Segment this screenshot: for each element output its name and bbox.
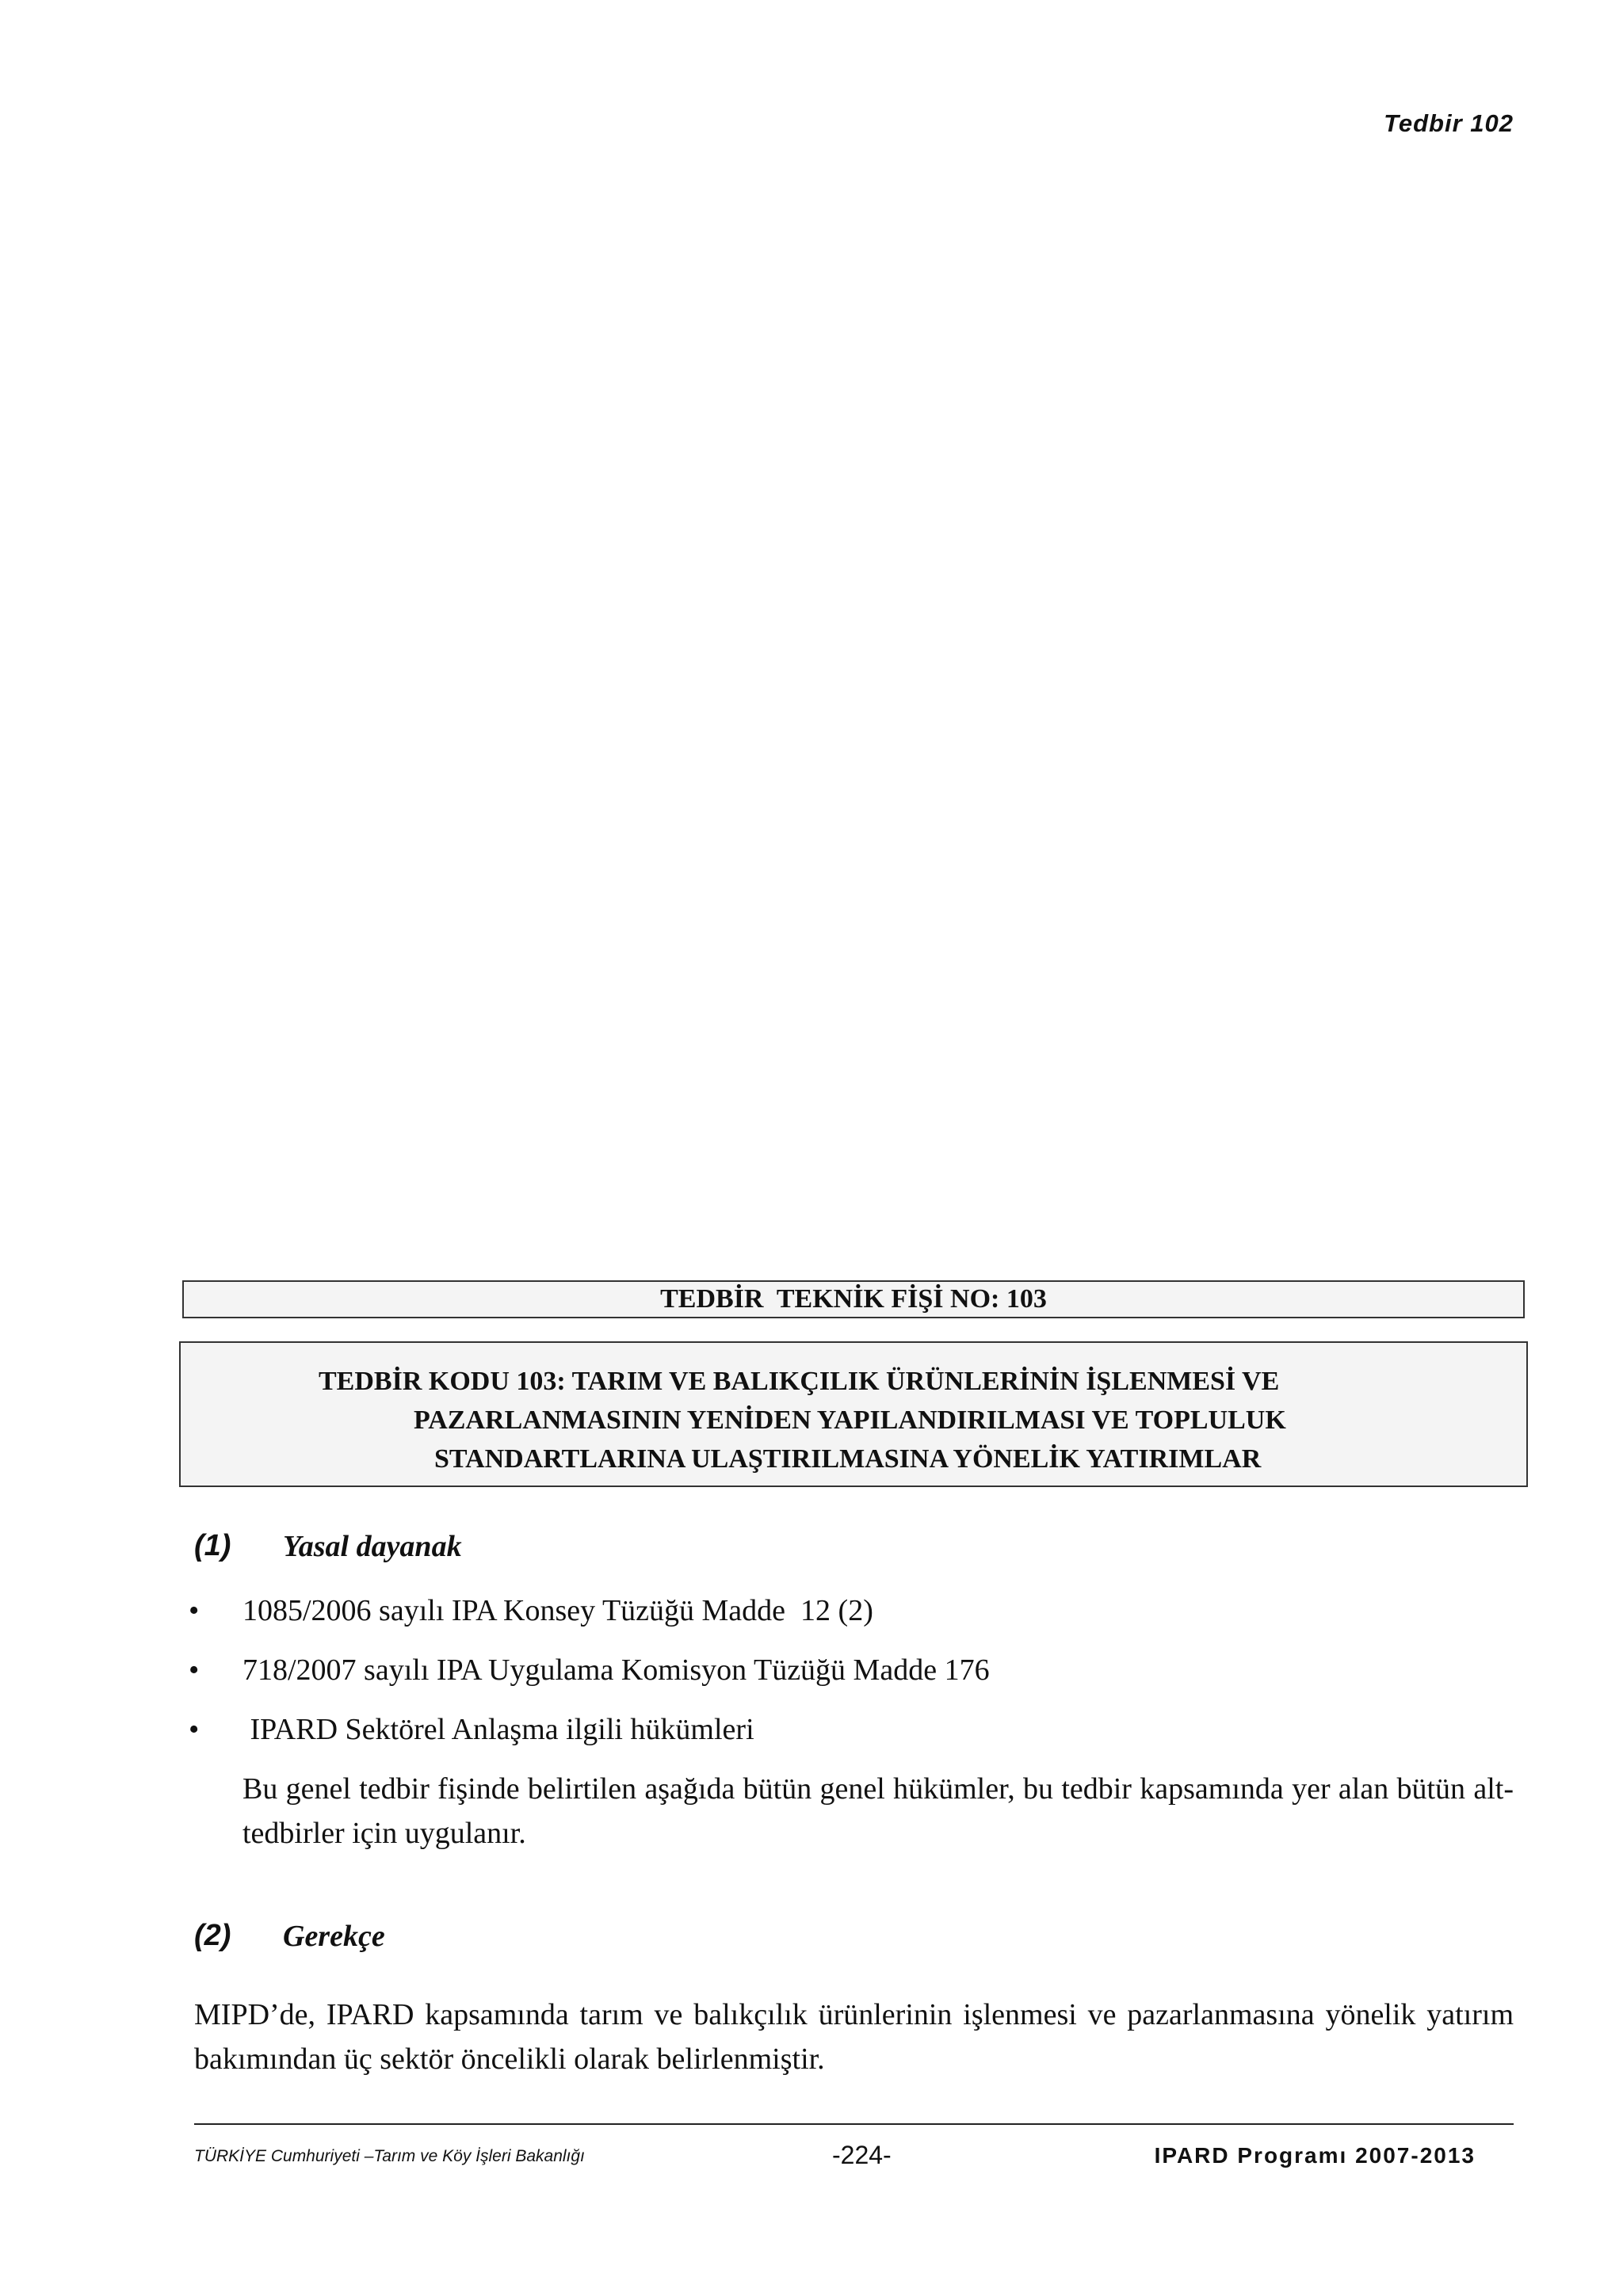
- bullet-icon: •: [189, 1594, 200, 1627]
- bullet-icon: •: [189, 1653, 200, 1687]
- list-item: [189, 1707, 1536, 1767]
- footer-ministry: TÜRKİYE Cumhuriyeti –Tarım ve Köy İşleri Bakanlığı: [194, 2147, 585, 2165]
- footer-divider: [194, 2123, 1514, 2125]
- list-item-text: IPARD Sektörel Anlaşma ilgili hükümleri: [242, 1713, 754, 1746]
- section-2-number: (2): [194, 1919, 231, 1952]
- measure-code-box: [179, 1341, 1528, 1487]
- measure-code-line-3: STANDARTLARINA ULAŞTIRILMASINA YÖNELİK YATIRIMLAR: [434, 1444, 1262, 1474]
- sheet-title: TEDBİR TEKNİK FİŞİ NO: 103: [660, 1284, 1047, 1314]
- page-number: -224-: [832, 2141, 892, 2169]
- list-item: [189, 1589, 1536, 1648]
- list-item: [189, 1648, 1536, 1707]
- sheet-title-box: [182, 1280, 1525, 1318]
- section-1-paragraph: Bu genel tedbir fişinde belirtilen aşağıda bütün genel hükümler, bu tedbir kapsamında yer alan bütün alt-tedbirler için uygulanır.: [242, 1772, 1514, 1850]
- measure-code-line-2: PAZARLANMASININ YENİDEN YAPILANDIRILMASI VE TOPLULUK: [414, 1405, 1286, 1435]
- legal-basis-list: [189, 1589, 1536, 1767]
- section-2-title: Gerekçe: [283, 1920, 385, 1953]
- running-header: Tedbir 102: [1384, 109, 1514, 137]
- list-item-text: 718/2007 sayılı IPA Uygulama Komisyon Tüzüğü Madde 176: [242, 1653, 990, 1687]
- list-item-text: 1085/2006 sayılı IPA Konsey Tüzüğü Madde 12 (2): [242, 1594, 873, 1627]
- footer-program: IPARD Programı 2007-2013: [1154, 2143, 1476, 2168]
- measure-code-line-1: TEDBİR KODU 103: TARIM VE BALIKÇILIK ÜRÜNLERİNİN İŞLENMESİ VE: [319, 1367, 1280, 1396]
- bullet-icon: •: [189, 1713, 200, 1746]
- section-1-number: (1): [194, 1529, 231, 1562]
- section-1-title: Yasal dayanak: [283, 1530, 462, 1563]
- section-2-paragraph: MIPD’de, IPARD kapsamında tarım ve balıkçılık ürünlerinin işlenmesi ve pazarlanmasına yönelik yatırım bakımından üç sektör öncelikli olarak belirlenmiştir.: [194, 1998, 1514, 2076]
